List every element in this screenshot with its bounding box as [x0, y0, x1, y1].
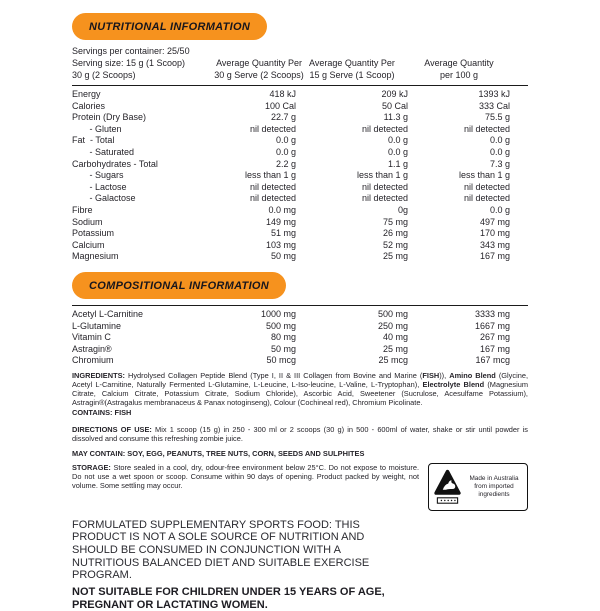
table-row: Fat - Total 0.0 g 0.0 g 0.0 g [72, 135, 510, 146]
table-row: Acetyl L-Carnitine 1000 mg 500 mg 3333 mg [72, 308, 510, 319]
not-suitable-warning: NOT SUITABLE FOR CHILDREN UNDER 15 YEARS OF AGE, PREGNANT OR LACTATING WOMEN. [72, 585, 385, 611]
servings-per-container: Servings per container: 25/50 [72, 46, 190, 56]
table-row: - Lactose nil detected nil detected nil detected [72, 181, 510, 192]
storage-label: STORAGE: [72, 462, 111, 472]
table-row: - Gluten nil detected nil detected nil detected [72, 123, 510, 134]
nutrition-table-header [72, 58, 528, 81]
table-row: Potassium 51 mg 26 mg 170 mg [72, 228, 510, 239]
table-row: Protein (Dry Base) 22.7 g 11.3 g 75.5 g [72, 112, 510, 123]
table-row: Astragin® 50 mg 25 mg 167 mg [72, 343, 510, 354]
origin-mark-text: Made in Australia from imported ingredients [469, 475, 519, 498]
nutrition-table [72, 89, 528, 263]
storage-paragraph: STORAGE: Store sealed in a cool, dry, odour-free environment below 25°C. Do not expose to moisture. Do not use a wet spoon or scoop. Consume within 90 days of opening. Product packed by weight, not volume. Some settling may occur. [72, 462, 419, 490]
table-row: - Galactose nil detected nil detected nil detected [72, 193, 510, 204]
table-row: Vitamin C 80 mg 40 mg 267 mg [72, 332, 510, 343]
made-in-australia-mark [428, 463, 528, 511]
compositional-information-badge-label: COMPOSITIONAL INFORMATION [89, 279, 270, 292]
directions-paragraph: DIRECTIONS OF USE: Mix 1 scoop (15 g) in 250 - 300 ml or 2 scoops (30 g) in 500 - 600ml of water, shake or stir until powder is dissolved and consume this refreshing zombie juice. [72, 424, 528, 443]
table-row: L-Glutamine 500 mg 250 mg 1667 mg [72, 320, 510, 331]
ingredients-label: INGREDIENTS: [72, 370, 125, 380]
nutritional-information-badge-label: NUTRITIONAL INFORMATION [89, 21, 251, 33]
contains-statement: CONTAINS: FISH [72, 407, 132, 417]
column-header-100g: Average Quantity per 100 g [424, 58, 494, 80]
compositional-information-badge [72, 272, 286, 299]
table-row: Energy 418 kJ 209 kJ 1393 kJ [72, 89, 510, 99]
compositional-divider [72, 305, 528, 306]
formulated-food-statement: FORMULATED SUPPLEMENTARY SPORTS FOOD: THIS PRODUCT IS NOT A SOLE SOURCE OF NUTRITION AND SHOULD BE CONSUMED IN CONJUNCTION WITH A NUTRITIOUS BALANCED DIET AND SUITABLE EXERCISE PROGRAM. [72, 518, 370, 582]
nutritional-information-badge [72, 13, 267, 40]
table-row: Carbohydrates - Total 2.2 g 1.1 g 7.3 g [72, 158, 510, 169]
table-row: - Saturated 0.0 g 0.0 g 0.0 g [72, 146, 510, 157]
column-header-15g: Average Quantity Per 15 g Serve (1 Scoop) [309, 58, 395, 80]
storage-section [72, 463, 528, 511]
may-contain-statement: MAY CONTAIN: SOY, EGG, PEANUTS, TREE NUTS, CORN, SEEDS AND SULPHITES [72, 448, 365, 458]
table-row: Calories 100 Cal 50 Cal 333 Cal [72, 100, 510, 111]
table-row: Calcium 103 mg 52 mg 343 mg [72, 239, 510, 250]
table-row: - Sugars less than 1 g less than 1 g less than 1 g [72, 170, 510, 181]
table-row: Chromium 50 mcg 25 mcg 167 mcg [72, 355, 510, 366]
table-row: Fibre 0.0 mg 0g 0.0 g [72, 204, 510, 215]
table-row: Sodium 149 mg 75 mg 497 mg [72, 216, 510, 227]
ingredients-paragraph: INGREDIENTS: Hydrolysed Collagen Peptide Blend (Type I, II & III Collagen from Bovine and Marine (FISH)), Amino Blend (Glycine, Acetyl L-Carnitine, Naturally Fermented L-Glutamine, L-Leucine, L-Iso-leucine, L-Valine, L-Tryptophan), Electrolyte Blend (Magnesium Citrate, Calcium Citrate, Potassium Citrate, Sodium Chloride), Ascorbic Acid, Sweetener (Sucrulose, Acesulfame Potassium), Astragin®(Astragalus membranaceus & Panax notoginseng), Colour (Cochineal red), Chromium Picolinate. [72, 370, 529, 407]
header-divider [72, 85, 528, 86]
supplement-label [72, 0, 528, 611]
directions-label: DIRECTIONS OF USE: [72, 424, 152, 434]
composition-table [72, 309, 528, 367]
table-row: Magnesium 50 mg 25 mg 167 mg [72, 251, 510, 262]
column-header-30g: Average Quantity Per 30 g Serve (2 Scoops) [214, 58, 304, 80]
serving-size-header: Serving size: 15 g (1 Scoop) 30 g (2 Scoops) [72, 58, 186, 80]
australian-made-icon [434, 469, 461, 505]
